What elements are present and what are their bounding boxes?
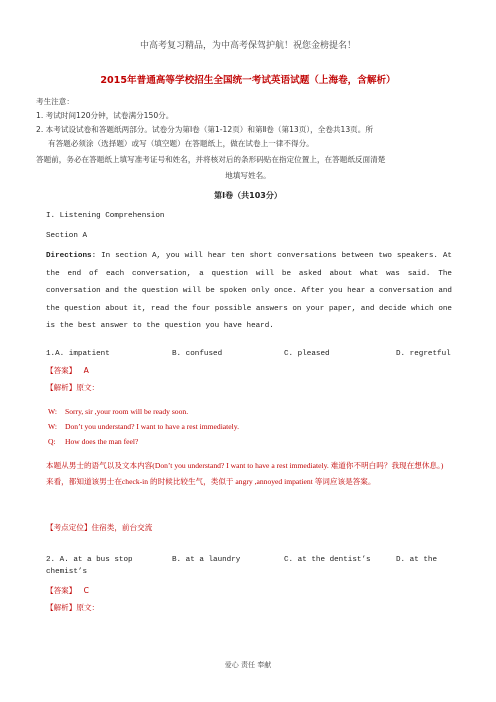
q1-speaker-3: Q: (48, 437, 56, 446)
q2-answer (46, 585, 89, 596)
q2-option-a: 2. A. at a bus stop (46, 556, 133, 564)
q2-option-d-cont: chemist’s (46, 568, 88, 576)
q1-answer-value: A (83, 366, 89, 375)
q1-option-a: 1.A. impatient (46, 350, 110, 358)
q1-answer-label: 【答案】 (46, 366, 77, 375)
directions-text: : In section A, you will hear ten short conversations between two speakers. At the end of each conversation, a question will be asked about what was said. The conversation and the question will be spoken only once. After you hear a conversation and the question about it, read the four possible answers on your paper, and decide which one is the best answer to the question you have heard. (46, 252, 452, 331)
directions-paragraph (46, 248, 452, 336)
q1-explanation: 本题从男士的语气以及文本内容(Don’t you understand? I want to have a rest immediately. 难道你不明白吗？我现在想休息。)来看，都知道该男士在check-in 的时候比较生气，类似于 angry ,annoyed impatient 等词应该是答案。 (46, 461, 444, 486)
q1-line-3-text: How does the man feel? (65, 437, 139, 446)
q1-dialog-line-3 (48, 437, 138, 446)
q1-line-2-text: Don’t you understand? I want to have a rest immediately. (65, 422, 239, 431)
q2-answer-label: 【答案】 (46, 586, 77, 595)
q2-option-b: B. at a laundry (172, 556, 241, 564)
q1-dialog-line-1 (48, 407, 188, 416)
section-listening: I. Listening Comprehension (46, 212, 165, 220)
q1-speaker-2: W: (48, 422, 57, 431)
notes-instruction-line-2: 地填写姓名。 (225, 171, 271, 180)
q1-option-c: C. pleased (284, 350, 330, 358)
q1-point: 【考点定位】住宿类，前台交流 (46, 523, 153, 532)
q1-line-1-text: Sorry, sir ,your room will be ready soon. (65, 407, 189, 416)
section-a: Section A (46, 232, 88, 240)
q2-answer-value: C (83, 586, 89, 595)
q2-analysis-label: 【解析】原文： (46, 603, 100, 612)
notes-item-2-line-1: 2. 本考试设试卷和答题纸两部分。试卷分为第Ⅰ卷（第1-12页）和第Ⅱ卷（第13页），全卷共13页。所 (36, 125, 373, 134)
q1-analysis-label: 【解析】原文： (46, 383, 100, 392)
directions-label: Directions (46, 252, 92, 260)
q1-option-b: B. confused (172, 350, 223, 358)
q1-speaker-1: W: (48, 407, 57, 416)
q1-answer (46, 365, 89, 376)
q2-option-d: D. at the (396, 556, 438, 564)
part-1-heading: 第Ⅰ卷（共103分） (214, 191, 282, 200)
notes-item-1: 1. 考试时间120分钟，试卷满分150分。 (36, 111, 174, 120)
notes-heading: 考生注意： (36, 97, 74, 106)
notes-item-2-line-2: 有答题必须涂（选择题）或写（填空题）在答题纸上，做在试卷上一律不得分。 (48, 139, 314, 148)
notes-instruction-line-1: 答题前，务必在答题纸上填写准考证号和姓名，并将核对后的条形码贴在指定位置上，在答题纸反面清楚 (36, 155, 386, 164)
header-banner: 中高考复习精品，为中高考保驾护航！祝您金榜提名！ (139, 41, 356, 51)
page-title: 2015年普通高等学校招生全国统一考试英语试题（上海卷，含解析） (100, 75, 396, 86)
q2-option-c: C. at the dentist’s (284, 556, 371, 564)
q1-option-d: D. regretful (396, 350, 451, 358)
q1-dialog-line-2 (48, 422, 239, 431)
page-footer: 爱心 责任 奉献 (224, 661, 272, 669)
